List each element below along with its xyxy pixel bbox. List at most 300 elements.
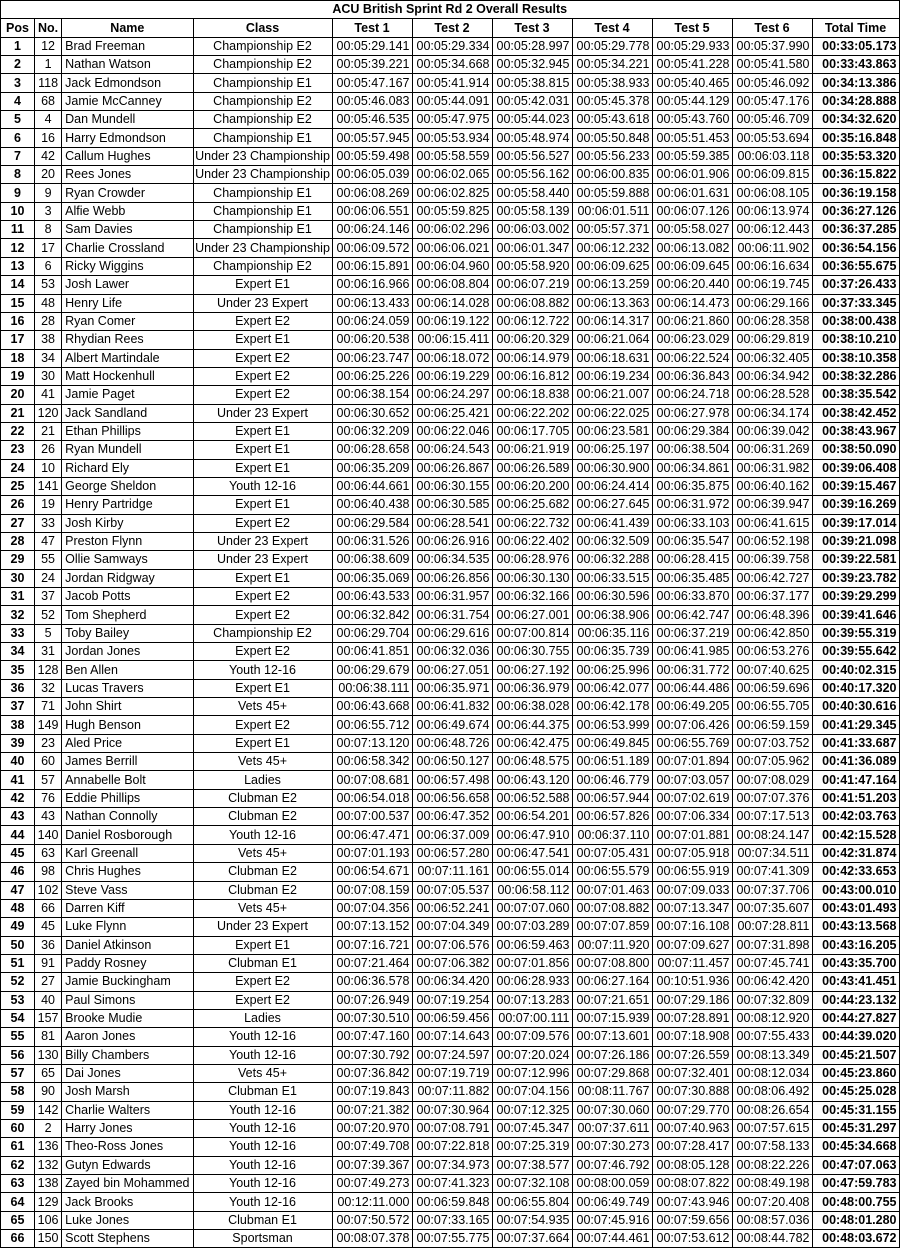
position-cell: 34 [1, 643, 35, 661]
position-cell: 63 [1, 1175, 35, 1193]
test-3-time-cell: 00:06:59.463 [492, 936, 572, 954]
test-6-time-cell: 00:06:32.405 [732, 349, 812, 367]
test-2-time-cell: 00:06:47.352 [412, 808, 492, 826]
test-1-time-cell: 00:06:54.671 [332, 863, 412, 881]
total-time-cell: 00:45:31.155 [812, 1101, 899, 1119]
test-6-time-cell: 00:08:24.147 [732, 826, 812, 844]
test-4-time-cell: 00:06:32.288 [572, 551, 652, 569]
total-time-cell: 00:45:31.297 [812, 1119, 899, 1137]
table-row [1, 1083, 900, 1101]
test-5-time-cell: 00:07:02.619 [652, 789, 732, 807]
test-6-time-cell: 00:05:41.580 [732, 56, 812, 74]
rider-name-cell: Aled Price [62, 734, 193, 752]
table-row [1, 1230, 900, 1248]
class-cell: Expert E1 [193, 276, 332, 294]
test-2-time-cell: 00:05:41.914 [412, 74, 492, 92]
rider-name-cell: Rhydian Rees [62, 331, 193, 349]
position-cell: 14 [1, 276, 35, 294]
test-4-time-cell: 00:07:30.060 [572, 1101, 652, 1119]
total-time-cell: 00:48:00.755 [812, 1193, 899, 1211]
table-row [1, 404, 900, 422]
test-6-time-cell: 00:08:12.920 [732, 1009, 812, 1027]
test-1-time-cell: 00:12:11.000 [332, 1193, 412, 1211]
total-time-cell: 00:38:50.090 [812, 441, 899, 459]
position-cell: 3 [1, 74, 35, 92]
class-cell: Youth 12-16 [193, 477, 332, 495]
test-6-time-cell: 00:06:28.358 [732, 312, 812, 330]
rider-name-cell: Richard Ely [62, 459, 193, 477]
test-1-time-cell: 00:07:08.159 [332, 881, 412, 899]
rider-name-cell: Daniel Rosborough [62, 826, 193, 844]
table-row [1, 257, 900, 275]
rider-name-cell: James Berrill [62, 753, 193, 771]
test-5-time-cell: 00:07:32.401 [652, 1064, 732, 1082]
rider-number-cell: 98 [35, 863, 62, 881]
test-5-time-cell: 00:06:37.219 [652, 624, 732, 642]
total-time-cell: 00:38:32.286 [812, 367, 899, 385]
test-1-time-cell: 00:06:31.526 [332, 532, 412, 550]
rider-name-cell: Ryan Mundell [62, 441, 193, 459]
rider-number-cell: 81 [35, 1028, 62, 1046]
test-3-time-cell: 00:06:58.112 [492, 881, 572, 899]
rider-number-cell: 138 [35, 1175, 62, 1193]
test-2-time-cell: 00:06:08.804 [412, 276, 492, 294]
test-4-time-cell: 00:07:37.611 [572, 1119, 652, 1137]
rider-number-cell: 52 [35, 606, 62, 624]
test-6-time-cell: 00:06:28.528 [732, 386, 812, 404]
total-time-cell: 00:38:43.967 [812, 422, 899, 440]
test-3-time-cell: 00:07:12.325 [492, 1101, 572, 1119]
test-2-time-cell: 00:07:24.597 [412, 1046, 492, 1064]
rider-number-cell: 130 [35, 1046, 62, 1064]
position-cell: 11 [1, 221, 35, 239]
rider-number-cell: 8 [35, 221, 62, 239]
test-5-time-cell: 00:05:43.760 [652, 111, 732, 129]
table-row [1, 899, 900, 917]
rider-number-cell: 21 [35, 422, 62, 440]
class-cell: Championship E2 [193, 257, 332, 275]
class-cell: Expert E1 [193, 569, 332, 587]
test-4-time-cell: 00:06:27.645 [572, 496, 652, 514]
rider-name-cell: Ethan Phillips [62, 422, 193, 440]
test-6-time-cell: 00:05:53.694 [732, 129, 812, 147]
total-time-cell: 00:45:23.860 [812, 1064, 899, 1082]
test-3-time-cell: 00:07:01.856 [492, 954, 572, 972]
table-row [1, 386, 900, 404]
test-5-time-cell: 00:07:29.770 [652, 1101, 732, 1119]
class-cell: Championship E2 [193, 37, 332, 55]
total-time-cell: 00:34:28.888 [812, 92, 899, 110]
total-time-cell: 00:44:39.020 [812, 1028, 899, 1046]
test-2-time-cell: 00:07:22.818 [412, 1138, 492, 1156]
test-6-time-cell: 00:08:44.782 [732, 1230, 812, 1248]
test-2-time-cell: 00:06:25.421 [412, 404, 492, 422]
rider-number-cell: 106 [35, 1211, 62, 1229]
test-4-time-cell: 00:05:29.778 [572, 37, 652, 55]
test-1-time-cell: 00:06:15.891 [332, 257, 412, 275]
class-cell: Youth 12-16 [193, 661, 332, 679]
test-1-time-cell: 00:06:35.069 [332, 569, 412, 587]
table-row [1, 624, 900, 642]
test-2-time-cell: 00:05:59.825 [412, 202, 492, 220]
total-time-cell: 00:38:35.542 [812, 386, 899, 404]
rider-name-cell: Steve Vass [62, 881, 193, 899]
test-3-time-cell: 00:06:20.329 [492, 331, 572, 349]
rider-name-cell: Jordan Jones [62, 643, 193, 661]
class-cell: Ladies [193, 771, 332, 789]
position-cell: 1 [1, 37, 35, 55]
position-cell: 21 [1, 404, 35, 422]
class-cell: Expert E1 [193, 422, 332, 440]
position-cell: 66 [1, 1230, 35, 1248]
rider-number-cell: 141 [35, 477, 62, 495]
rider-number-cell: 10 [35, 459, 62, 477]
position-cell: 59 [1, 1101, 35, 1119]
test-3-time-cell: 00:06:55.804 [492, 1193, 572, 1211]
table-row [1, 863, 900, 881]
test-4-time-cell: 00:06:32.509 [572, 532, 652, 550]
test-4-time-cell: 00:05:38.933 [572, 74, 652, 92]
table-row [1, 312, 900, 330]
table-row [1, 679, 900, 697]
test-5-time-cell: 00:05:41.228 [652, 56, 732, 74]
test-3-time-cell: 00:06:30.755 [492, 643, 572, 661]
rider-number-cell: 120 [35, 404, 62, 422]
test-3-time-cell: 00:06:54.201 [492, 808, 572, 826]
position-cell: 39 [1, 734, 35, 752]
test-4-time-cell: 00:06:35.739 [572, 643, 652, 661]
header-pos: Pos [1, 19, 35, 37]
test-6-time-cell: 00:05:37.990 [732, 37, 812, 55]
position-cell: 45 [1, 844, 35, 862]
table-row [1, 37, 900, 55]
rider-number-cell: 41 [35, 386, 62, 404]
test-6-time-cell: 00:07:40.625 [732, 661, 812, 679]
rider-number-cell: 129 [35, 1193, 62, 1211]
test-2-time-cell: 00:05:53.934 [412, 129, 492, 147]
test-4-time-cell: 00:06:09.625 [572, 257, 652, 275]
total-time-cell: 00:39:29.299 [812, 588, 899, 606]
test-3-time-cell: 00:06:28.933 [492, 973, 572, 991]
class-cell: Expert E2 [193, 514, 332, 532]
position-cell: 24 [1, 459, 35, 477]
test-1-time-cell: 00:07:21.382 [332, 1101, 412, 1119]
table-row [1, 643, 900, 661]
total-time-cell: 00:43:16.205 [812, 936, 899, 954]
table-row [1, 753, 900, 771]
test-4-time-cell: 00:07:45.916 [572, 1211, 652, 1229]
test-2-time-cell: 00:06:59.456 [412, 1009, 492, 1027]
test-6-time-cell: 00:07:03.752 [732, 734, 812, 752]
test-4-time-cell: 00:06:19.234 [572, 367, 652, 385]
rider-name-cell: Daniel Atkinson [62, 936, 193, 954]
position-cell: 15 [1, 294, 35, 312]
class-cell: Under 23 Championship [193, 239, 332, 257]
test-1-time-cell: 00:06:23.747 [332, 349, 412, 367]
test-3-time-cell: 00:06:36.979 [492, 679, 572, 697]
test-5-time-cell: 00:06:27.978 [652, 404, 732, 422]
test-1-time-cell: 00:05:29.141 [332, 37, 412, 55]
total-time-cell: 00:38:10.358 [812, 349, 899, 367]
test-6-time-cell: 00:06:42.727 [732, 569, 812, 587]
test-4-time-cell: 00:06:35.116 [572, 624, 652, 642]
position-cell: 36 [1, 679, 35, 697]
rider-name-cell: Jacob Potts [62, 588, 193, 606]
test-3-time-cell: 00:06:03.002 [492, 221, 572, 239]
test-4-time-cell: 00:05:57.371 [572, 221, 652, 239]
total-time-cell: 00:36:37.285 [812, 221, 899, 239]
rider-number-cell: 55 [35, 551, 62, 569]
class-cell: Expert E2 [193, 312, 332, 330]
test-4-time-cell: 00:06:49.749 [572, 1193, 652, 1211]
test-2-time-cell: 00:06:19.122 [412, 312, 492, 330]
sheet-title: ACU British Sprint Rd 2 Overall Results [1, 1, 900, 19]
test-1-time-cell: 00:05:39.221 [332, 56, 412, 74]
test-5-time-cell: 00:06:35.485 [652, 569, 732, 587]
position-cell: 55 [1, 1028, 35, 1046]
test-6-time-cell: 00:06:08.105 [732, 184, 812, 202]
rider-name-cell: Paul Simons [62, 991, 193, 1009]
rider-name-cell: Preston Flynn [62, 532, 193, 550]
test-5-time-cell: 00:07:53.612 [652, 1230, 732, 1248]
test-4-time-cell: 00:06:27.164 [572, 973, 652, 991]
test-5-time-cell: 00:05:58.027 [652, 221, 732, 239]
test-3-time-cell: 00:06:52.588 [492, 789, 572, 807]
test-4-time-cell: 00:06:23.581 [572, 422, 652, 440]
test-6-time-cell: 00:06:42.420 [732, 973, 812, 991]
test-5-time-cell: 00:06:41.985 [652, 643, 732, 661]
test-3-time-cell: 00:05:28.997 [492, 37, 572, 55]
total-time-cell: 00:39:55.642 [812, 643, 899, 661]
test-4-time-cell: 00:06:55.579 [572, 863, 652, 881]
class-cell: Expert E2 [193, 606, 332, 624]
test-4-time-cell: 00:06:57.944 [572, 789, 652, 807]
class-cell: Clubman E2 [193, 863, 332, 881]
test-4-time-cell: 00:06:21.007 [572, 386, 652, 404]
position-cell: 49 [1, 918, 35, 936]
rider-number-cell: 47 [35, 532, 62, 550]
test-3-time-cell: 00:05:42.031 [492, 92, 572, 110]
table-row [1, 532, 900, 550]
position-cell: 51 [1, 954, 35, 972]
test-5-time-cell: 00:07:59.656 [652, 1211, 732, 1229]
test-1-time-cell: 00:06:38.609 [332, 551, 412, 569]
table-row [1, 698, 900, 716]
total-time-cell: 00:42:31.874 [812, 844, 899, 862]
total-time-cell: 00:34:13.386 [812, 74, 899, 92]
rider-name-cell: Billy Chambers [62, 1046, 193, 1064]
class-cell: Expert E2 [193, 643, 332, 661]
class-cell: Expert E1 [193, 734, 332, 752]
class-cell: Expert E2 [193, 973, 332, 991]
test-6-time-cell: 00:06:37.177 [732, 588, 812, 606]
rider-number-cell: 57 [35, 771, 62, 789]
class-cell: Under 23 Expert [193, 294, 332, 312]
class-cell: Expert E2 [193, 588, 332, 606]
rider-number-cell: 42 [35, 147, 62, 165]
test-6-time-cell: 00:07:55.433 [732, 1028, 812, 1046]
rider-number-cell: 102 [35, 881, 62, 899]
test-4-time-cell: 00:06:00.835 [572, 166, 652, 184]
rider-number-cell: 20 [35, 166, 62, 184]
rider-name-cell: Rees Jones [62, 166, 193, 184]
class-cell: Expert E2 [193, 991, 332, 1009]
table-row [1, 239, 900, 257]
rider-number-cell: 4 [35, 111, 62, 129]
total-time-cell: 00:45:34.668 [812, 1138, 899, 1156]
rider-name-cell: Jack Brooks [62, 1193, 193, 1211]
test-6-time-cell: 00:07:45.741 [732, 954, 812, 972]
test-4-time-cell: 00:06:12.232 [572, 239, 652, 257]
test-6-time-cell: 00:08:06.492 [732, 1083, 812, 1101]
class-cell: Youth 12-16 [193, 1156, 332, 1174]
position-cell: 52 [1, 973, 35, 991]
test-5-time-cell: 00:10:51.936 [652, 973, 732, 991]
test-3-time-cell: 00:07:03.289 [492, 918, 572, 936]
test-5-time-cell: 00:06:55.769 [652, 734, 732, 752]
rider-name-cell: Albert Martindale [62, 349, 193, 367]
test-6-time-cell: 00:06:52.198 [732, 532, 812, 550]
class-cell: Clubman E1 [193, 1211, 332, 1229]
table-row [1, 551, 900, 569]
test-6-time-cell: 00:07:05.962 [732, 753, 812, 771]
class-cell: Championship E2 [193, 111, 332, 129]
rider-number-cell: 30 [35, 367, 62, 385]
rider-number-cell: 142 [35, 1101, 62, 1119]
test-1-time-cell: 00:06:29.704 [332, 624, 412, 642]
test-2-time-cell: 00:06:06.021 [412, 239, 492, 257]
test-6-time-cell: 00:06:40.162 [732, 477, 812, 495]
test-6-time-cell: 00:07:41.309 [732, 863, 812, 881]
rider-name-cell: Ben Allen [62, 661, 193, 679]
total-time-cell: 00:44:23.132 [812, 991, 899, 1009]
class-cell: Expert E2 [193, 386, 332, 404]
class-cell: Expert E1 [193, 679, 332, 697]
test-2-time-cell: 00:07:41.323 [412, 1175, 492, 1193]
rider-number-cell: 2 [35, 1119, 62, 1137]
test-3-time-cell: 00:07:12.996 [492, 1064, 572, 1082]
test-2-time-cell: 00:06:50.127 [412, 753, 492, 771]
rider-number-cell: 24 [35, 569, 62, 587]
total-time-cell: 00:41:33.687 [812, 734, 899, 752]
header-test-6: Test 6 [732, 19, 812, 37]
class-cell: Clubman E1 [193, 1083, 332, 1101]
test-4-time-cell: 00:06:22.025 [572, 404, 652, 422]
test-3-time-cell: 00:06:18.838 [492, 386, 572, 404]
test-6-time-cell: 00:07:17.513 [732, 808, 812, 826]
rider-number-cell: 48 [35, 294, 62, 312]
total-time-cell: 00:40:17.320 [812, 679, 899, 697]
total-time-cell: 00:41:36.089 [812, 753, 899, 771]
class-cell: Clubman E2 [193, 808, 332, 826]
test-1-time-cell: 00:07:39.367 [332, 1156, 412, 1174]
position-cell: 46 [1, 863, 35, 881]
test-4-time-cell: 00:07:21.651 [572, 991, 652, 1009]
test-6-time-cell: 00:06:39.947 [732, 496, 812, 514]
test-5-time-cell: 00:07:40.963 [652, 1119, 732, 1137]
position-cell: 28 [1, 532, 35, 550]
test-4-time-cell: 00:06:53.999 [572, 716, 652, 734]
total-time-cell: 00:36:27.126 [812, 202, 899, 220]
class-cell: Youth 12-16 [193, 1119, 332, 1137]
test-6-time-cell: 00:06:34.942 [732, 367, 812, 385]
test-4-time-cell: 00:06:25.996 [572, 661, 652, 679]
table-row [1, 276, 900, 294]
header-row [1, 19, 900, 37]
position-cell: 23 [1, 441, 35, 459]
test-5-time-cell: 00:06:01.906 [652, 166, 732, 184]
test-4-time-cell: 00:06:51.189 [572, 753, 652, 771]
class-cell: Youth 12-16 [193, 1193, 332, 1211]
test-1-time-cell: 00:07:00.537 [332, 808, 412, 826]
test-2-time-cell: 00:07:19.254 [412, 991, 492, 1009]
test-4-time-cell: 00:05:43.618 [572, 111, 652, 129]
test-5-time-cell: 00:07:30.888 [652, 1083, 732, 1101]
total-time-cell: 00:35:16.848 [812, 129, 899, 147]
class-cell: Expert E2 [193, 367, 332, 385]
rider-number-cell: 6 [35, 257, 62, 275]
table-row [1, 936, 900, 954]
table-row [1, 1064, 900, 1082]
test-3-time-cell: 00:05:38.815 [492, 74, 572, 92]
test-3-time-cell: 00:05:32.945 [492, 56, 572, 74]
test-3-time-cell: 00:06:27.192 [492, 661, 572, 679]
table-row [1, 789, 900, 807]
test-4-time-cell: 00:06:30.900 [572, 459, 652, 477]
class-cell: Vets 45+ [193, 844, 332, 862]
rider-name-cell: Ollie Samways [62, 551, 193, 569]
rider-number-cell: 26 [35, 441, 62, 459]
test-2-time-cell: 00:06:28.541 [412, 514, 492, 532]
test-1-time-cell: 00:06:13.433 [332, 294, 412, 312]
test-2-time-cell: 00:07:06.576 [412, 936, 492, 954]
test-2-time-cell: 00:07:05.537 [412, 881, 492, 899]
test-2-time-cell: 00:05:47.975 [412, 111, 492, 129]
test-2-time-cell: 00:07:04.349 [412, 918, 492, 936]
position-cell: 58 [1, 1083, 35, 1101]
position-cell: 25 [1, 477, 35, 495]
rider-name-cell: Jamie Buckingham [62, 973, 193, 991]
total-time-cell: 00:41:47.164 [812, 771, 899, 789]
class-cell: Expert E1 [193, 331, 332, 349]
total-time-cell: 00:39:22.581 [812, 551, 899, 569]
test-1-time-cell: 00:06:30.652 [332, 404, 412, 422]
position-cell: 29 [1, 551, 35, 569]
rider-number-cell: 31 [35, 643, 62, 661]
position-cell: 41 [1, 771, 35, 789]
test-3-time-cell: 00:07:00.814 [492, 624, 572, 642]
rider-number-cell: 90 [35, 1083, 62, 1101]
test-5-time-cell: 00:06:35.875 [652, 477, 732, 495]
table-row [1, 771, 900, 789]
test-5-time-cell: 00:06:24.718 [652, 386, 732, 404]
rider-number-cell: 9 [35, 184, 62, 202]
test-6-time-cell: 00:06:19.745 [732, 276, 812, 294]
rider-number-cell: 43 [35, 808, 62, 826]
test-3-time-cell: 00:06:08.882 [492, 294, 572, 312]
table-row [1, 1193, 900, 1211]
rider-number-cell: 17 [35, 239, 62, 257]
test-4-time-cell: 00:07:29.868 [572, 1064, 652, 1082]
position-cell: 4 [1, 92, 35, 110]
test-2-time-cell: 00:06:27.051 [412, 661, 492, 679]
rider-name-cell: Ryan Crowder [62, 184, 193, 202]
position-cell: 17 [1, 331, 35, 349]
test-6-time-cell: 00:05:47.176 [732, 92, 812, 110]
test-4-time-cell: 00:06:25.197 [572, 441, 652, 459]
test-2-time-cell: 00:06:34.420 [412, 973, 492, 991]
test-2-time-cell: 00:06:56.658 [412, 789, 492, 807]
